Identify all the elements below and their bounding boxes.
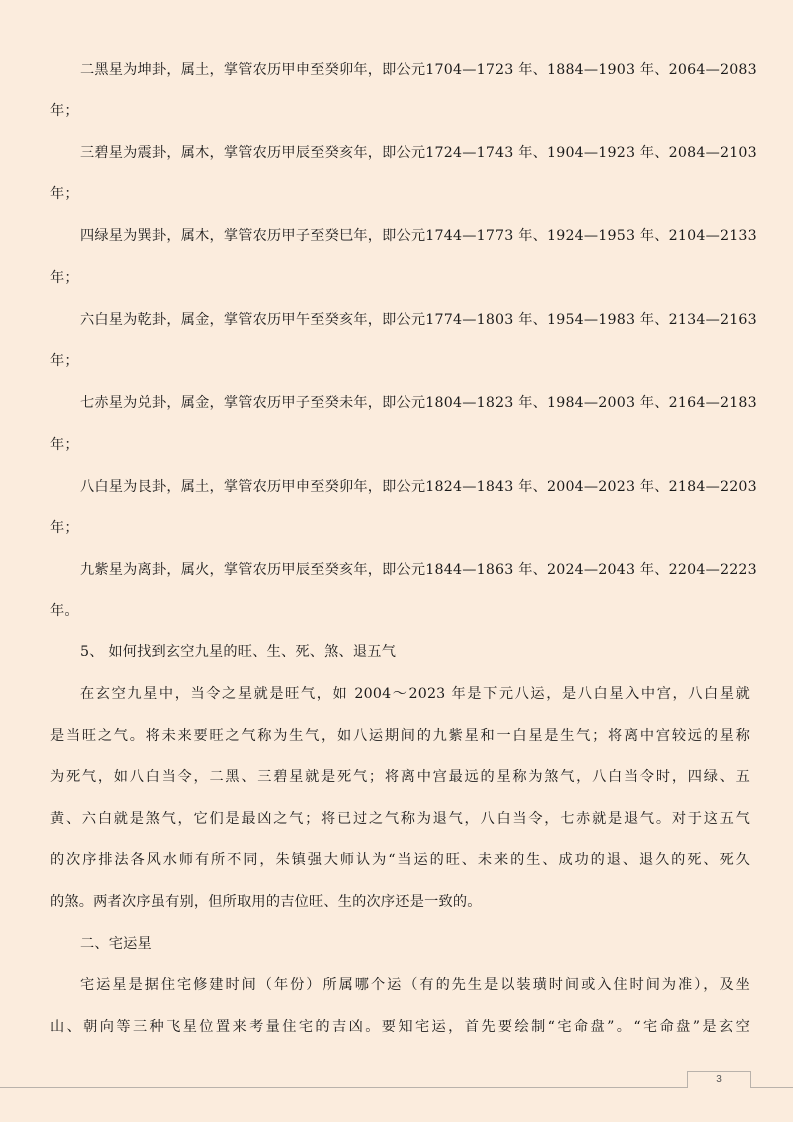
star-entry-line: 七赤星为兑卦，属金，掌管农历甲子至癸未年，即公元1804—1823 年、1984—2003 年、2164—2183 — [80, 395, 757, 411]
star-entry-line: 六白星为乾卦，属金，掌管农历甲午至癸亥年，即公元1774—1803 年、1954—1983 年、2134—2163 — [80, 312, 757, 328]
paragraph-line: 宅运星是据住宅修建时间（年份）所属哪个运（有的先生是以装璜时间或入住时间为准），及坐 — [80, 977, 750, 993]
star-entry-tail: 年； — [50, 437, 79, 453]
star-entry-line: 八白星为艮卦，属土，掌管农历甲申至癸卯年，即公元1824—1843 年、2004—2023 年、2184—2203 — [80, 479, 757, 495]
star-entry-line: 二黑星为坤卦，属土，掌管农历甲申至癸卯年，即公元1704—1723 年、1884—1903 年、2064—2083 — [80, 62, 757, 78]
star-entry-tail: 年； — [50, 186, 79, 202]
star-entry-line: 三碧星为震卦，属木，掌管农历甲辰至癸亥年，即公元1724—1743 年、1904—1923 年、2084—2103 — [80, 145, 757, 161]
footer-rule — [0, 1087, 793, 1088]
star-entry-line: 四绿星为巽卦，属木，掌管农历甲子至癸巳年，即公元1744—1773 年、1924—1953 年、2104—2133 — [80, 228, 757, 244]
paragraph-line: 为死气，如八白当令，二黑、三碧星就是死气；将离中宫最远的星称为煞气，八白当令时，四绿、五 — [50, 769, 750, 785]
star-entry-line: 九紫星为离卦，属火，掌管农历甲辰至癸亥年，即公元1844—1863 年、2024—2043 年、2204—2223 — [80, 562, 757, 578]
page-number-box — [687, 1071, 751, 1088]
paragraph-line: 在玄空九星中，当令之星就是旺气，如 2004～2023 年是下元八运，是八白星入中宫，八白星就 — [80, 686, 750, 702]
star-entry-tail: 年。 — [50, 603, 79, 619]
paragraph-line: 山、朝向等三种飞星位置来考量住宅的吉凶。要知宅运，首先要绘制“宅命盘”。“宅命盘”是玄空 — [50, 1019, 750, 1035]
paragraph-line: 是当旺之气。将未来要旺之气称为生气，如八运期间的九紫星和一白星是生气；将离中宫较远的星称 — [50, 728, 750, 744]
section-heading: 5、 如何找到玄空九星的旺、生、死、煞、退五气 — [80, 644, 397, 660]
star-entry-tail: 年； — [50, 270, 79, 286]
page-number: 3 — [716, 1074, 722, 1085]
star-entry-tail: 年； — [50, 103, 79, 119]
paragraph-line: 的次序排法各风水师有所不同，朱镇强大师认为“当运的旺、未来的生、成功的退、退久的死、死久 — [50, 852, 750, 868]
section-heading: 二、宅运星 — [80, 936, 152, 952]
star-entry-tail: 年； — [50, 353, 79, 369]
paragraph-line: 黄、六白就是煞气，它们是最凶之气；将已过之气称为退气，八白当令，七赤就是退气。对于这五气 — [50, 811, 750, 827]
star-entry-tail: 年； — [50, 520, 79, 536]
paragraph-line: 的煞。两者次序虽有别，但所取用的吉位旺、生的次序还是一致的。 — [50, 894, 482, 910]
